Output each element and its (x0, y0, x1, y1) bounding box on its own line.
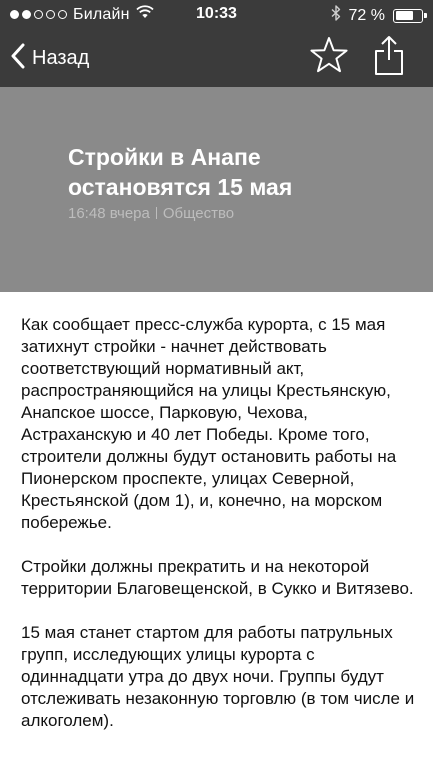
article-category: Общество (162, 205, 235, 222)
status-right (331, 5, 423, 26)
article-paragraph: 15 мая станет стартом для работы патрульных групп, исследующих улицы курорта с одиннадцати утра до двух ночи. Группы будут отслеживать незаконную торговлю (в том числе и алкоголем). (21, 623, 415, 730)
article-meta (68, 205, 234, 222)
back-button[interactable] (10, 38, 89, 78)
favorite-button[interactable] (306, 34, 352, 80)
article-time: 16:48 вчера (68, 205, 150, 222)
article-body (21, 314, 416, 754)
back-label: Назад (32, 46, 90, 69)
battery-icon (393, 9, 423, 23)
carrier-name: Билайн (73, 5, 130, 23)
article-paragraph: Как сообщает пресс-служба курорта, с 15 мая затихнут стройки - начнет действовать соответствующий нормативный акт, распространяющийся на улицы Крестьянскую, Анапское шоссе, Парковую, Чехова, Астраханскую и 40 лет Победы. Кроме того, строители должны будут остановить работы на Пионерском проспекте, улицах Северной, Крестьянской (дом 1), и, конечно, на морском побережье. (21, 315, 397, 532)
article-paragraph: Стройки должны прекратить и на некоторой территории Благовещенской, в Сукко и Витязево. (21, 557, 414, 598)
article-header (0, 87, 433, 292)
top-bar (0, 0, 433, 87)
navigation-bar (0, 28, 433, 87)
battery-percent: 72 % (348, 6, 385, 24)
status-bar (0, 0, 433, 28)
share-icon (373, 34, 405, 81)
status-time: 10:33 (196, 5, 237, 22)
star-icon (309, 36, 349, 79)
battery-cap (424, 13, 427, 18)
battery-level-fill (396, 11, 413, 20)
meta-divider (156, 207, 157, 219)
share-button[interactable] (366, 34, 412, 80)
bluetooth-icon (331, 5, 341, 26)
chevron-left-icon (10, 43, 26, 74)
article-title: Стройки в Анапе остановятся 15 мая (68, 144, 293, 200)
